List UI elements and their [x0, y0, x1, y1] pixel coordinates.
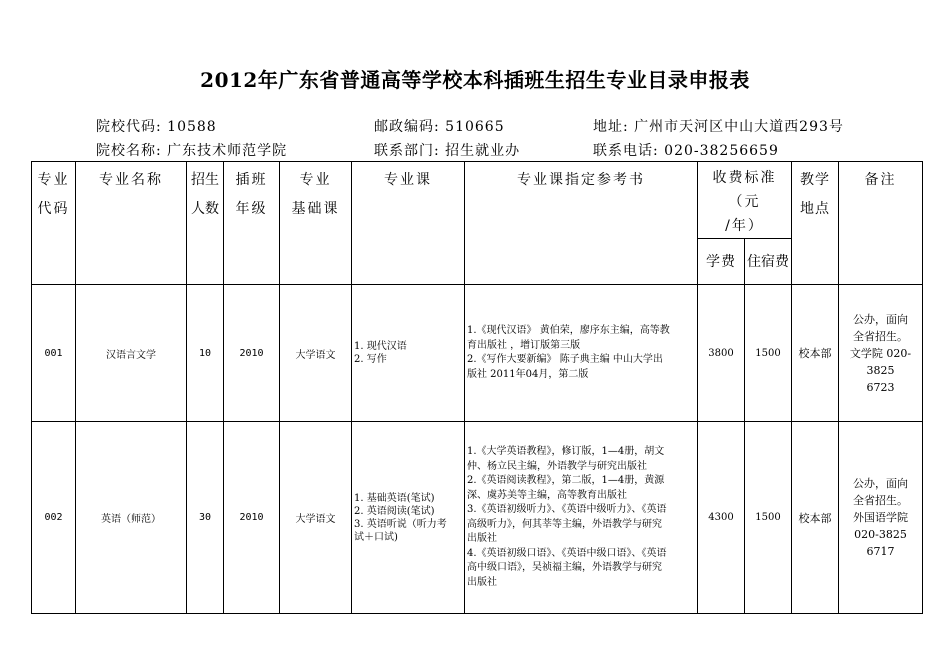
header-remarks: 备注	[839, 162, 923, 285]
enroll-count: 10	[187, 285, 224, 422]
grade: 2010	[224, 285, 280, 422]
major-catalog-table	[31, 161, 923, 614]
header-tuition: 学费	[698, 239, 745, 285]
basic-course: 大学语文	[280, 422, 352, 614]
major-name: 英语（师范）	[76, 422, 187, 614]
lodging-fee: 1500	[745, 285, 792, 422]
header-basic-course: 专业 基础课	[280, 162, 352, 285]
remarks: 公办，面向 全省招生。 外国语学院 020-3825 6717	[839, 422, 923, 614]
header-enroll-count: 招生 人数	[187, 162, 224, 285]
lodging-fee: 1500	[745, 422, 792, 614]
tuition: 3800	[698, 285, 745, 422]
header-major-course: 专业课	[352, 162, 465, 285]
page-title: 2012年广东省普通高等学校本科插班生招生专业目录申报表	[200, 68, 750, 92]
enroll-count: 30	[187, 422, 224, 614]
major-name: 汉语言文学	[76, 285, 187, 422]
school-name: 院校名称: 广东技术师范学院	[96, 143, 288, 159]
reference-books: 1.《大学英语教程》，修订版，1—4册，胡文 仲、杨立民主编，外语教学与研究出版社 2.《英语阅读教程》，第二版，1—4册，黄源 深、虞苏美等主编，高等教育出版社 3.《英语初级听力》、《英语中级听力》、《英语 高级听力》，何其莘等主编，外语教学与研究 出版社 4.《英语初级口语》、《英语中级口语》、《英语 高中级口语》，吴祯福主编，外语教学与研究 出版社	[465, 422, 698, 614]
header-row	[32, 162, 923, 239]
major-code: 002	[32, 422, 76, 614]
reference-books: 1.《现代汉语》 黄伯荣，廖序东主编，高等教 育出版社 ，增订版第三版 2.《写作大要新编》 陈子典主编 中山大学出 版社 2011年04月，第二版	[465, 285, 698, 422]
teaching-location: 校本部	[792, 285, 839, 422]
table-row	[32, 422, 923, 614]
header-location: 教学 地点	[792, 162, 839, 285]
major-code: 001	[32, 285, 76, 422]
address: 地址: 广州市天河区中山大道西293号	[593, 119, 844, 135]
teaching-location: 校本部	[792, 422, 839, 614]
tuition: 4300	[698, 422, 745, 614]
grade: 2010	[224, 422, 280, 614]
major-courses: 1. 基础英语(笔试) 2. 英语阅读(笔试) 3. 英语听说（听力考 试＋口试)	[352, 422, 465, 614]
header-major-code: 专业 代码	[32, 162, 76, 285]
postal-code: 邮政编码: 510665	[374, 119, 505, 135]
school-code: 院校代码: 10588	[96, 119, 217, 135]
major-courses: 1. 现代汉语 2. 写作	[352, 285, 465, 422]
remarks: 公办，面向 全省招生。 文学院 020- 3825 6723	[839, 285, 923, 422]
basic-course: 大学语文	[280, 285, 352, 422]
header-reference-books: 专业课指定参考书	[465, 162, 698, 285]
header-lodging: 住宿费	[745, 239, 792, 285]
table-row	[32, 285, 923, 422]
contact-department: 联系部门: 招生就业办	[374, 143, 521, 159]
header-grade: 插班 年级	[224, 162, 280, 285]
header-major-name: 专业名称	[76, 162, 187, 285]
contact-phone: 联系电话: 020-38256659	[593, 143, 779, 159]
header-fee-standard: 收费标准（元 /年）	[698, 162, 792, 239]
